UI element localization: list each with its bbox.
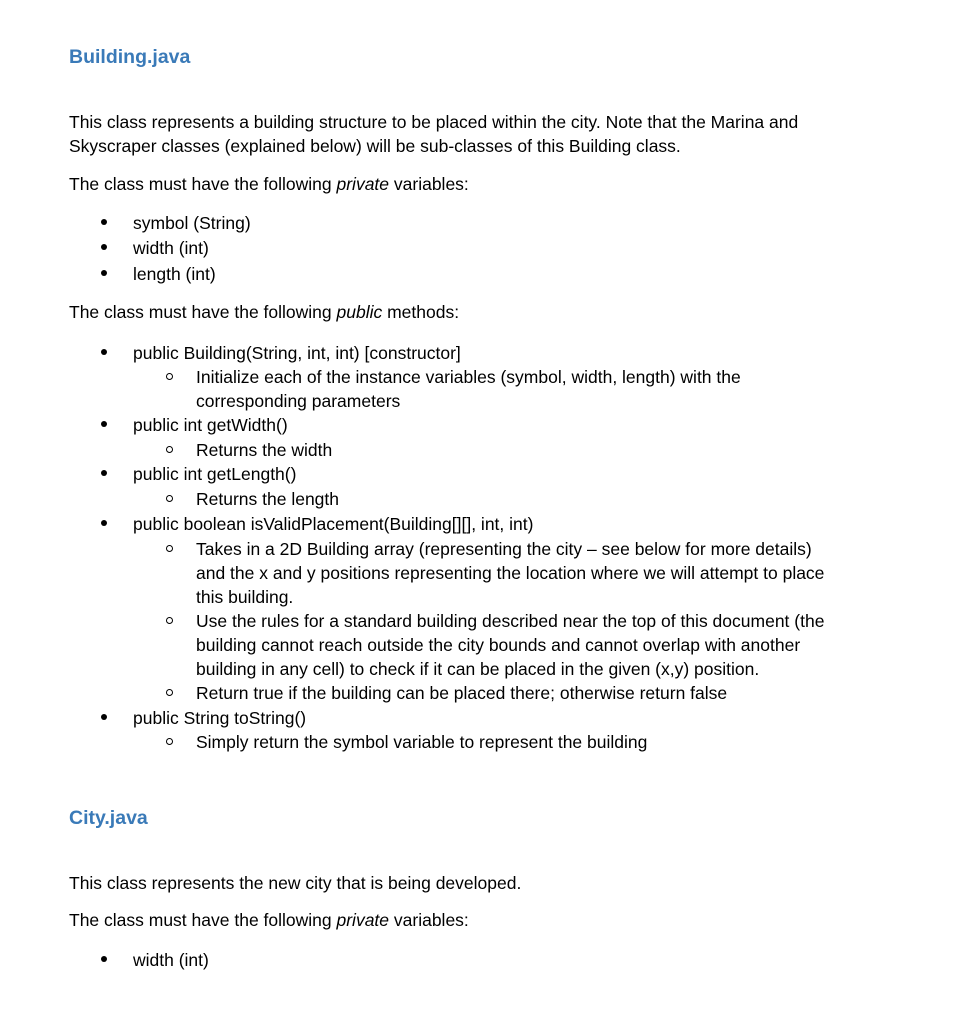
method-detail-line: Returns the length [196, 489, 340, 509]
bullet-icon [101, 714, 107, 720]
method-detail-line: Return true if the building can be placed there; otherwise return false [196, 683, 728, 703]
text-prefix: The class must have the following [69, 174, 337, 194]
variable-item: width (int) [133, 238, 209, 258]
building-intro-line-2: Skyscraper classes (explained below) will be sub-classes of this Building class. [69, 136, 681, 156]
method-detail-line: building in any cell) to check if it can be placed in the given (x,y) position. [196, 659, 760, 679]
sub-bullet-icon [166, 617, 173, 624]
text-prefix: The class must have the following [69, 302, 337, 322]
building-private-vars-intro [69, 172, 469, 196]
method-signature: public boolean isValidPlacement(Building[][], int, int) [133, 514, 534, 534]
method-detail-line: Takes in a 2D Building array (representing the city – see below for more details) [196, 539, 812, 559]
method-detail-line: building cannot reach outside the city bounds and cannot overlap with another [196, 635, 801, 655]
text-prefix: The class must have the following [69, 910, 337, 930]
sub-bullet-icon [166, 495, 173, 502]
method-signature: public int getLength() [133, 464, 297, 484]
text-suffix: variables: [389, 174, 469, 194]
sub-bullet-icon [166, 738, 173, 745]
method-detail-line: Use the rules for a standard building described near the top of this document (the [196, 611, 825, 631]
emphasis-private: private [336, 910, 390, 930]
bullet-icon [101, 244, 107, 250]
bullet-icon [101, 349, 107, 355]
variable-item: width (int) [133, 950, 209, 970]
method-signature: public int getWidth() [133, 415, 288, 435]
method-detail-line: Simply return the symbol variable to represent the building [196, 732, 648, 752]
variable-item: length (int) [133, 264, 216, 284]
method-detail-line: this building. [196, 587, 294, 607]
sub-bullet-icon [166, 373, 173, 380]
sub-bullet-icon [166, 545, 173, 552]
building-heading: Building.java [69, 46, 191, 68]
bullet-icon [101, 520, 107, 526]
sub-bullet-icon [166, 446, 173, 453]
bullet-icon [101, 270, 107, 276]
building-intro-line-1: This class represents a building structure to be placed within the city. Note that the Marina and [69, 112, 799, 132]
bullet-icon [101, 421, 107, 427]
city-heading: City.java [69, 807, 148, 829]
method-detail-line: Initialize each of the instance variables (symbol, width, length) with the [196, 367, 741, 387]
sub-bullet-icon [166, 689, 173, 696]
variable-item: symbol (String) [133, 213, 251, 233]
method-detail-line: corresponding parameters [196, 391, 401, 411]
method-signature: public String toString() [133, 708, 307, 728]
building-public-methods-intro [69, 300, 459, 324]
bullet-icon [101, 470, 107, 476]
method-detail-line: Returns the width [196, 440, 333, 460]
text-suffix: variables: [389, 910, 469, 930]
bullet-icon [101, 219, 107, 225]
method-detail-line: and the x and y positions representing the location where we will attempt to place [196, 563, 825, 583]
city-intro: This class represents the new city that is being developed. [69, 873, 522, 893]
emphasis-private: private [336, 174, 390, 194]
city-private-vars-intro [69, 908, 469, 932]
emphasis-public: public [336, 302, 383, 322]
bullet-icon [101, 956, 107, 962]
method-signature: public Building(String, int, int) [constructor] [133, 343, 461, 363]
text-suffix: methods: [382, 302, 460, 322]
